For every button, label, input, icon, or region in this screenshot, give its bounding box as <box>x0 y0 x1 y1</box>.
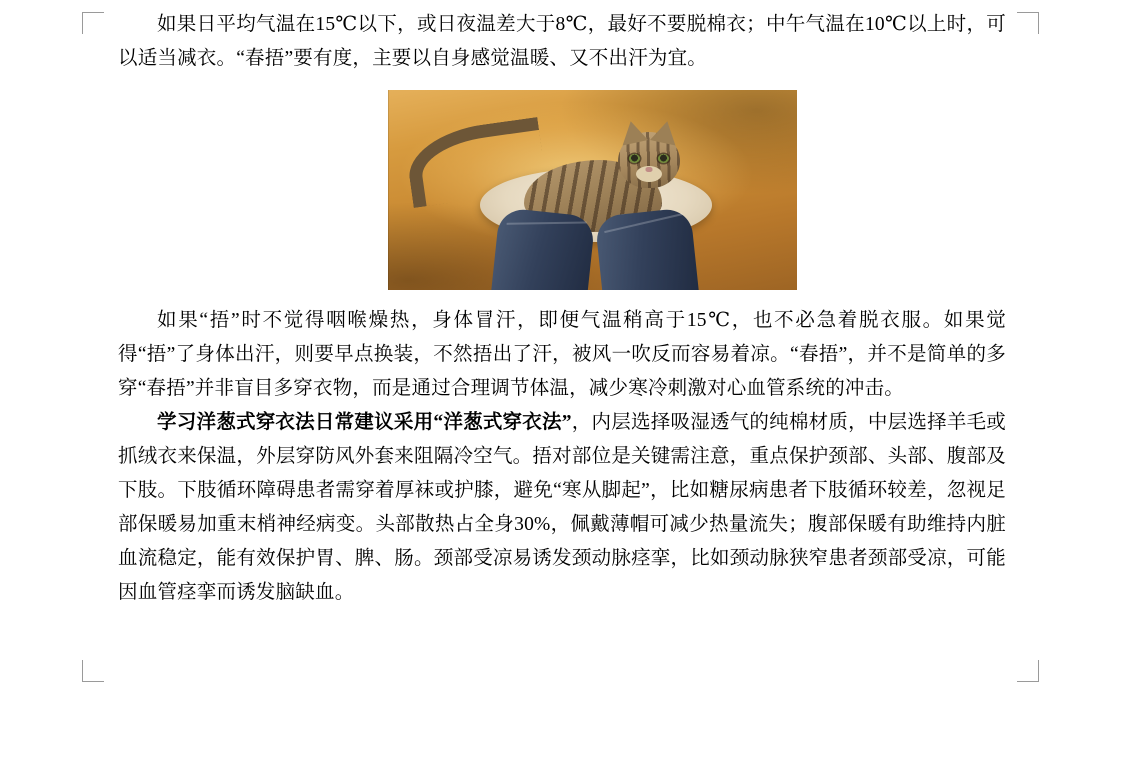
paragraph-3-lead: 学习洋葱式穿衣法日常建议采用“洋葱式穿衣法” <box>157 412 572 433</box>
figure-paragraph-spacer <box>118 290 1006 304</box>
figure-block <box>118 90 1006 290</box>
cat-ear-left <box>617 119 647 146</box>
cat-eye-right <box>658 154 669 163</box>
jeans-seam-left <box>506 221 586 224</box>
paragraph-2: 如果“捂”时不觉得咽喉燥热，身体冒汗，即便气温稍高于15℃，也不必急着脱衣服。如果觉得“捂”了身体出汗，则要早点换装，不然捂出了汗，被风一吹反而容易着凉。“春捂”，并不是简单的多穿“春捂”并非盲目多穿衣物，而是通过合理调节体温，减少寒冷刺激对心血管系统的冲击。 <box>118 310 1006 399</box>
paragraph-1: 如果日平均气温在15℃以下，或日夜温差大于8℃，最好不要脱棉衣；中午气温在10℃以上时，可以适当减衣。“春捂”要有度，主要以自身感觉温暖、又不出汗为宜。 <box>118 14 1006 69</box>
cat-photo <box>388 90 797 290</box>
cat-ear-right <box>649 119 679 146</box>
paragraph-3-rest: ，内层选择吸湿透气的纯棉材质，中层选择羊毛或抓绒衣来保温，外层穿防风外套来阻隔冷空气。捂对部位是关键需注意，重点保护颈部、头部、腹部及下肢。下肢循环障碍患者需穿着厚袜或护膝，避免“寒从脚起”，比如糖尿病患者下肢循环较差，忽视足部保暖易加重末梢神经病变。头部散热占全身30%，佩戴薄帽可减少热量流失；腹部保暖有助维持内脏血流稳定，能有效保护胃、脾、肠。颈部受凉易诱发颈动脉痉挛，比如颈动脉狭窄患者颈部受凉，可能因血管痉挛而诱发脑缺血。 <box>118 412 1006 603</box>
crop-mark-top-left <box>82 12 104 34</box>
crop-mark-top-right <box>1017 12 1039 34</box>
human-leg-right <box>594 207 698 290</box>
paragraph-3 <box>118 406 1006 610</box>
cat-eye-left <box>629 154 640 163</box>
human-leg-left <box>491 207 595 290</box>
document-body <box>118 8 1006 610</box>
crop-mark-bottom-left <box>82 660 104 682</box>
jeans-seam-right <box>604 213 682 233</box>
cat-head <box>618 132 680 188</box>
crop-mark-bottom-right <box>1017 660 1039 682</box>
cat-nose <box>645 167 652 172</box>
